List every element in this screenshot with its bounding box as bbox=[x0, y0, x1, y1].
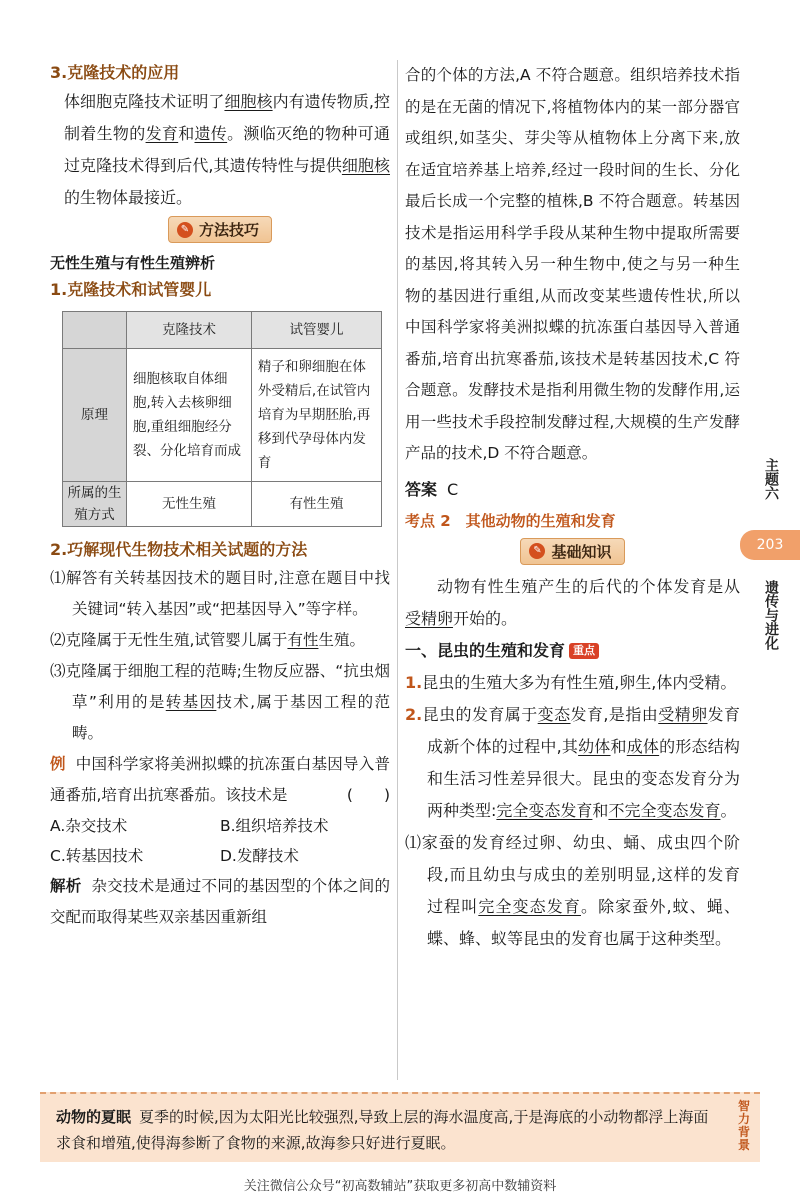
list-item: ⑴家蚕的发育经过卵、幼虫、蛹、成虫四个阶段,而且幼虫与成虫的差别明显,这样的发育过程叫完全变态发育。除家蚕外,蚊、蝇、蝶、蜂、蚁等昆虫的发育也属于这种类型。 bbox=[405, 832, 740, 948]
cloning-application-paragraph: 体细胞克隆技术证明了细胞核内有遗传物质,控制着生物的发育和遗传。濒临灭绝的物种可通过克隆技术得到后代,其遗传特性与提供细胞核的生物体最接近。 bbox=[64, 92, 390, 207]
table-row-header: 所属的生殖方式 bbox=[63, 482, 127, 527]
underlined-term: 发育 bbox=[145, 124, 179, 143]
analysis-label: 解析 bbox=[50, 877, 82, 895]
left-column bbox=[50, 60, 390, 933]
table-header-row bbox=[63, 312, 382, 349]
options-row bbox=[50, 841, 390, 871]
table-row bbox=[63, 349, 382, 482]
right-column bbox=[405, 60, 740, 955]
list-item: ⑵克隆属于无性生殖,试管婴儿属于有性生殖。 bbox=[50, 631, 365, 649]
list-item: ⑴解答有关转基因技术的题目时,注意在题目中找关键词“转入基因”或“把基因导入”等字样。 bbox=[50, 569, 390, 618]
column-divider bbox=[397, 60, 398, 1080]
option-a: A.杂交技术 bbox=[50, 817, 128, 835]
option-d: D.发酵技术 bbox=[220, 847, 299, 865]
pencil-icon: ✎ bbox=[529, 543, 545, 559]
page-number: 203 bbox=[740, 530, 800, 560]
chapter-tab-subtitle: 遗传与进化 bbox=[763, 580, 779, 650]
tip-text: 夏季的时候,因为太阳光比较强烈,导致上层的海水温度高,于是海底的小动物都浮上海面求食和增殖,使得海参断了食物的来源,故海参只好进行夏眠。 bbox=[56, 1108, 709, 1152]
pencil-icon: ✎ bbox=[177, 222, 193, 238]
option-b: B.组织培养技术 bbox=[220, 817, 329, 835]
options-row bbox=[50, 811, 390, 841]
answer-line bbox=[405, 474, 740, 506]
analysis-continuation: 合的个体的方法,A 不符合题意。组织培养技术指的是在无菌的情况下,将植物体内的某一部分器官或组织,如茎尖、芽尖等从植物体上分离下来,放在适宜培养基上培养,经过一段时间的生长、分化最后长成一个完整的植株,B 不符合题意。转基因技术是指运用科学手段从某种生物中提取所需要的基因,将其转入另一种生物中,使之与另一种生物的基因进行重组,从而改变某些遗传性状,所以中国科学家将美洲拟蝶的抗冻蛋白基因导入普通番茄,培育出抗寒番茄,该技术是转基因技术,C 符合题意。发酵技术是指利用微生物的发酵作用,运用一些技术手段控制发酵过程,大规模的生产发酵产品的技术,D 不符合题意。 bbox=[405, 66, 740, 462]
list-item: ⑶克隆属于细胞工程的范畴;生物反应器、“抗虫烟草”利用的是转基因技术,属于基因工程的范畴。 bbox=[50, 662, 390, 742]
intro-paragraph: 动物有性生殖产生的后代的个体发育是从受精卵开始的。 bbox=[405, 576, 740, 628]
tip-title: 动物的夏眠 bbox=[56, 1108, 132, 1126]
exam-point-title: 考点 2 其他动物的生殖和发育 bbox=[405, 511, 616, 530]
table-cell: 有性生殖 bbox=[251, 482, 381, 527]
subsection-title-cloning-vs-ivf: 1.克隆技术和试管婴儿 bbox=[50, 280, 212, 299]
footer-note: 关注微信公众号“初高数辅站”获取更多初高中数辅资料 bbox=[243, 1179, 557, 1194]
underlined-term: 细胞核 bbox=[341, 156, 390, 175]
list-item: 2.昆虫的发育属于变态发育,是指由受精卵发育成新个体的过程中,其幼体和成体的形态结构和生活习性差异很大。昆虫的变态发育分为两种类型:完全变态发育和不完全变态发育。 bbox=[405, 704, 740, 820]
underlined-term: 遗传 bbox=[194, 124, 228, 143]
option-c: C.转基因技术 bbox=[50, 847, 144, 865]
list-item: 1.昆虫的生殖大多为有性生殖,卵生,体内受精。 bbox=[405, 672, 737, 692]
key-point-badge: 重点 bbox=[569, 643, 599, 659]
tip-side-label: 智力背景 bbox=[737, 1099, 750, 1152]
table-row bbox=[63, 482, 382, 527]
example-label: 例 bbox=[50, 755, 66, 773]
subsection-title-solving-methods: 2.巧解现代生物技术相关试题的方法 bbox=[50, 540, 308, 559]
basic-knowledge-badge: ✎ 基础知识 bbox=[520, 538, 624, 565]
table-cell: 无性生殖 bbox=[127, 482, 252, 527]
example-question: 例 中国科学家将美洲拟蝶的抗冻蛋白基因导入普通番茄,培育出抗寒番茄。该技术是 ( ) bbox=[50, 755, 390, 804]
table-cell: 细胞核取自体细胞,转入去核卵细胞,重组细胞经分裂、分化培育而成 bbox=[127, 349, 252, 482]
insect-section-title: 一、昆虫的生殖和发育 重点 bbox=[405, 635, 740, 667]
analysis-start: 解析 杂交技术是通过不同的基因型的个体之间的交配而取得某些双亲基因重新组 bbox=[50, 877, 390, 926]
chapter-tab-title: 主题六 bbox=[763, 458, 779, 500]
answer-label: 答案 bbox=[405, 479, 438, 499]
topic-title: 无性生殖与有性生殖辨析 bbox=[50, 254, 216, 272]
method-tips-badge: ✎ 方法技巧 bbox=[168, 216, 272, 243]
underlined-term: 细胞核 bbox=[224, 92, 273, 111]
comparison-table bbox=[62, 311, 382, 527]
answer-value: C bbox=[447, 479, 459, 499]
table-row-header: 原理 bbox=[63, 349, 127, 482]
section-title-cloning-application: 3.克隆技术的应用 bbox=[50, 63, 180, 82]
table-header-cell: 试管婴儿 bbox=[251, 312, 381, 349]
table-cell: 精子和卵细胞在体外受精后,在试管内培育为早期胚胎,再移到代孕母体内发育 bbox=[251, 349, 381, 482]
table-header-cell: 克隆技术 bbox=[127, 312, 252, 349]
intelligence-background-box bbox=[40, 1092, 760, 1162]
